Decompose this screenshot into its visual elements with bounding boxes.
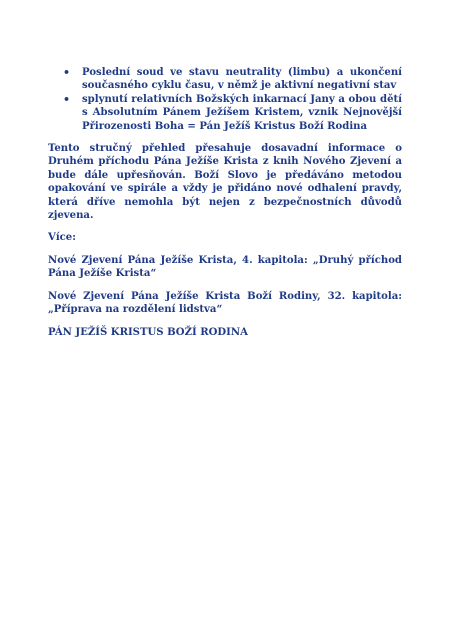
document-body — [48, 66, 402, 339]
bullet-list — [48, 66, 402, 133]
bullet-text: splynutí relativních Božských inkarnací Jany a obou dětí s Absolutním Pánem Ježíšem Kristem, vznik Nejnovější Přirozenosti Boha = Pán Ježíš Kristus Boží Rodina — [82, 93, 402, 132]
bullet-item — [48, 93, 402, 133]
reference-chapter-32: Nové Zjevení Pána Ježíše Krista Boží Rodiny, 32. kapitola: „Příprava na rozdělení lidstva“ — [48, 290, 402, 316]
summary-paragraph: Tento stručný přehled přesahuje dosavadní informace o Druhém příchodu Pána Ježíše Krista z knih Nového Zjevení a bude dále upřesňován. Boží Slovo je předáváno metodou opakování ve spirále a vždy je přidáno nové odhalení pravdy, která dříve nemohla být nejen z bezpečnostních důvodů zjevena. — [48, 143, 402, 222]
reference-chapter-4: Nové Zjevení Pána Ježíše Krista, 4. kapitola: „Druhý příchod Pána Ježíše Krista“ — [48, 254, 402, 280]
bullet-item — [48, 66, 402, 93]
bullet-icon: • — [63, 66, 71, 79]
signature: PÁN JEŽÍŠ KRISTUS BOŽÍ RODINA — [48, 326, 248, 338]
more-label: Více: — [48, 232, 76, 244]
bullet-text: Poslední soud ve stavu neutrality (limbu) a ukončení současného cyklu času, v němž je aktivní negativní stav — [82, 67, 402, 92]
bullet-icon: • — [63, 92, 71, 106]
